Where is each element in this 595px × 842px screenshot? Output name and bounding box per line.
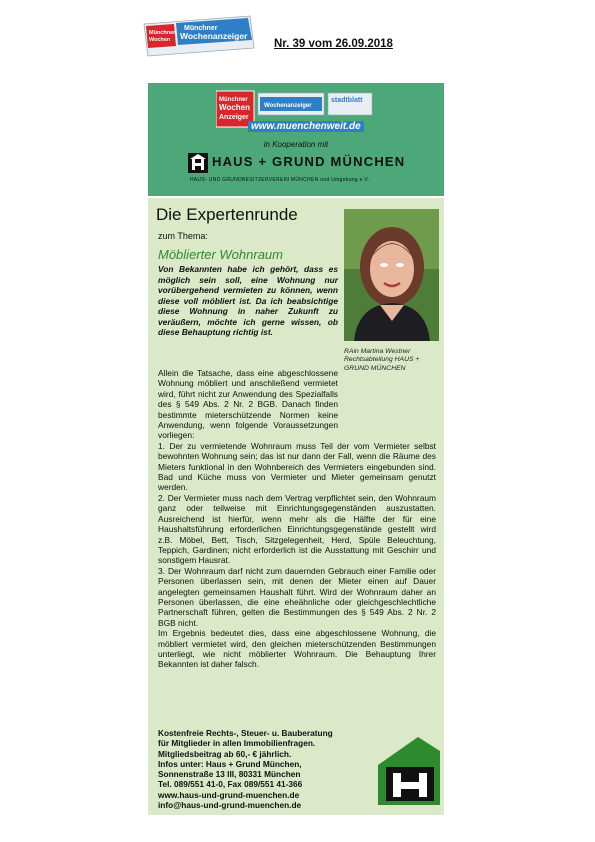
- contact-footer: [158, 728, 368, 810]
- footer-email-link[interactable]: info@haus-und-grund-muenchen.de: [158, 800, 302, 811]
- cooperation-banner: [148, 83, 444, 196]
- svg-text:Wochen: Wochen: [219, 103, 250, 112]
- footer-website-link[interactable]: www.haus-und-grund-muenchen.de: [158, 789, 300, 800]
- footer-line: Infos unter: Haus + Grund München,: [158, 758, 302, 769]
- answer-paragraph-3: 3. Der Wohnraum darf nicht zum dauernden Gebrauch einer Familie oder Personen überlassen sein, mit denen der Mieter einen auf Dauer angelegten gemeinsamen Haushalt führt. Wird der Wohnraum daher an Personen überlassen, die eine eheähnliche oder gleichgeschlechtliche Partnerschaft führen, gelten die Bestimmungen des § 549 Abs. 2 Nr. 2 BGB nicht.: [158, 565, 436, 628]
- footer-line: Mitgliedsbeitrag ab 60,- € jährlich.: [158, 748, 292, 759]
- expert-portrait-photo: [344, 209, 439, 341]
- svg-text:Anzeiger: Anzeiger: [219, 114, 249, 121]
- svg-text:Münchner: Münchner: [149, 30, 176, 36]
- answer-paragraph-1: 1. Der zu vermietende Wohnraum muss Teil der vom Vermieter selbst bewohnten Wohnung sein; das ist nur dann der Fall, wenn die Räume des Mieters funktional in den Wohnbereich des Vermieters eingebunden sind. Bad und Küche muss von Vermieter und Mieter gemeinsam genutzt werden.: [158, 440, 436, 493]
- footer-line: für Mitglieder in allen Immobilienfragen.: [158, 738, 316, 749]
- muenchenweit-url[interactable]: www.muenchenweit.de: [248, 121, 364, 132]
- topic-label: zum Thema:: [158, 231, 208, 241]
- svg-text:Münchner: Münchner: [219, 97, 248, 103]
- footer-line: Kostenfreie Rechts-, Steuer- u. Bauberatung: [158, 728, 333, 738]
- haus-grund-house-icon: [378, 737, 440, 805]
- haus-grund-subtitle: HAUS- UND GRUNDBESITZERVEREIN MÜNCHEN und Umgebung e.V.: [190, 177, 370, 183]
- footer-line: Tel. 089/551 41-0, Fax 089/551 41-366: [158, 779, 303, 790]
- svg-text:Wochenanzeiger: Wochenanzeiger: [264, 103, 312, 109]
- answer-paragraph-2: 2. Der Vermieter muss nach dem Vertrag verpflichtet sein, den Wohnraum ganz oder teilweise mit Einrichtungsgegenständen auszustatten. Ausreichend ist hierfür, wenn mehr als die Hälfte der für eine Haushaltsführung erforderlichen Einrichtungsgegenstände gestellt wird z.B. Möbel, Bett, Tisch, Sitzgelegenheit, Herd, Spüle Beleuchtung, Teppich, Gardinen; nicht erforderlich ist die Ausstattung mit Geschirr und sonstigem Hausrat.: [158, 492, 436, 566]
- paper-logo-text-1: Münchner: [184, 25, 218, 32]
- haus-grund-logo: [188, 153, 408, 175]
- article-title: Die Expertenrunde: [156, 205, 298, 224]
- issue-number: Nr. 39 vom 26.09.2018: [274, 38, 393, 50]
- paper-logo-text-2: Wochenanzeiger: [180, 31, 248, 41]
- svg-text:stadtblatt: stadtblatt: [331, 97, 363, 104]
- reader-question: Von Bekannten habe ich gehört, dass es möglich sein soll, eine Wohnung nur vorübergehend vermieten zu können, wenn diese voll möbliert ist. Da ich beabsichtige diese Wohnung in naher Zukunft zu veräußern, möchte ich gerne wissen, ob diese Behauptung richtig ist.: [158, 264, 338, 337]
- photo-caption: RAin Martina Westner Rechtsabteilung HAUS + GRUND MÜNCHEN: [344, 348, 420, 372]
- cooperation-label: in Kooperation mit: [263, 140, 329, 149]
- article-box: [148, 198, 444, 815]
- svg-text:Wochen: Wochen: [149, 37, 171, 43]
- footer-line: Sonnenstraße 13 III, 80331 München: [158, 769, 301, 780]
- answer-paragraph-conclusion: Im Ergebnis bedeutet dies, dass eine abgeschlossene Wohnung, die möbliert vermietet wird, den gleichen mieterschützenden Bestimmungen unterliegt, wie nicht möblierter Wohnraum. Die Behauptung Ihrer Bekannten ist daher falsch.: [158, 628, 436, 670]
- answer-paragraph-intro: Allein die Tatsache, dass eine abgeschlossene Wohnung möbliert und anschließend vermietet wird, führt nicht zur Anwendung des Spezialfalls des § 549 Abs. 2 Nr. 2 BGB. Danach finden bestimmte mieterschützende Normen keine Anwendung, wenn folgende Voraussetzungen vorliegen:: [158, 368, 338, 441]
- topic-title: Möblierter Wohnraum: [158, 247, 283, 262]
- article-body: [158, 368, 436, 670]
- haus-grund-title: HAUS + GRUND MÜNCHEN: [212, 154, 406, 169]
- haus-grund-icon: [188, 153, 208, 173]
- muenchner-wochenanzeiger-logo: [140, 14, 256, 58]
